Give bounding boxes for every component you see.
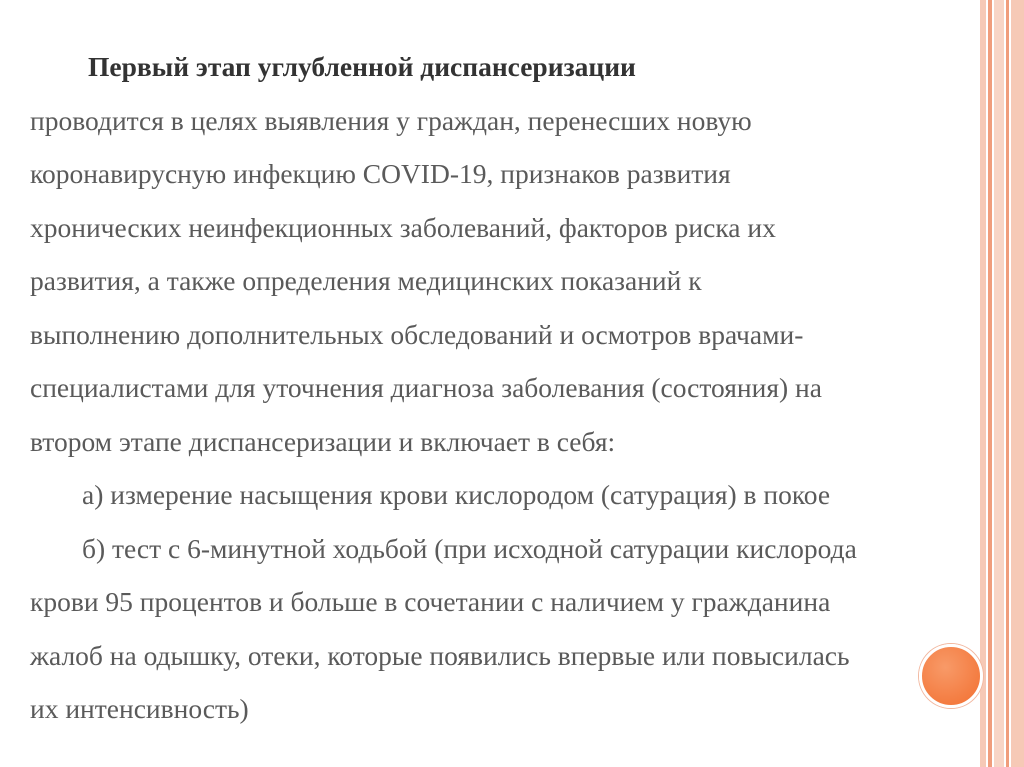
decorative-stripes [980,0,1024,767]
paragraph-line: коронавирусную инфекцию COVID-19, признаков развития [30,158,731,189]
slide-body [30,40,980,736]
slide-heading: Первый этап углубленной диспансеризации [88,51,636,82]
list-item-a: а) измерение насыщения крови кислородом (сатурация) в покое [82,479,831,510]
paragraph-line: развития, а также определения медицинских показаний к [30,265,702,296]
list-item-b-continuation: жалоб на одышку, отеки, которые появились впервые или повысилась [30,639,850,671]
list-item-b: б) тест с 6-минутной ходьбой (при исходной сатурации кислорода [82,532,857,564]
paragraph-line: втором этапе диспансеризации и включает в себя: [30,425,616,457]
list-item-b-continuation: их интенсивность) [30,693,249,724]
paragraph-line: хронических неинфекционных заболеваний, факторов риска их [30,211,776,243]
paragraph-line: проводится в целях выявления у граждан, перенесших новую [30,104,752,136]
paragraph-line: выполнению дополнительных обследований и осмотров врачами- [30,318,804,350]
list-item-b-continuation: крови 95 процентов и больше в сочетании с наличием у гражданина [30,586,831,617]
paragraph-line: специалистами для уточнения диагноза заболевания (состояния) на [30,372,822,403]
